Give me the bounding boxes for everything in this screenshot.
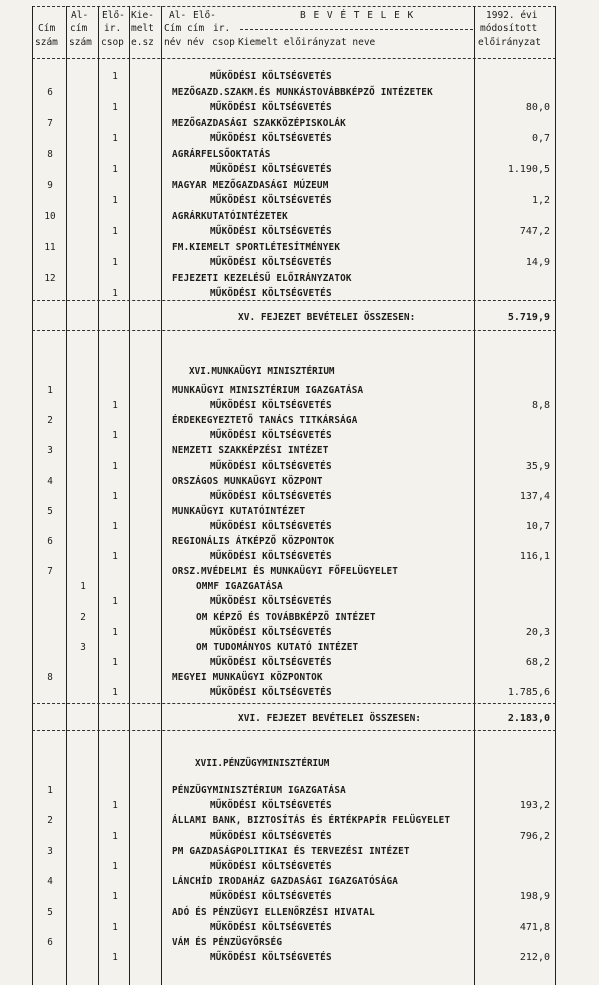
header-alcim-2: cím (70, 23, 88, 34)
cim-cell: 7 (47, 117, 53, 129)
table-row (0, 889, 599, 904)
item-name: MŰKÖDÉSI KÖLTSÉGVETÉS (210, 133, 332, 144)
cim-cell: 2 (47, 815, 53, 827)
item-name: MŰKÖDÉSI KÖLTSÉGVETÉS (210, 400, 332, 412)
table-row (0, 670, 599, 685)
header-ir-1: ir. (213, 23, 231, 34)
item-name: MUNKAÜGYI MINISZTÉRIUM IGAZGATÁSA (172, 385, 364, 396)
item-name: MŰKÖDÉSI KÖLTSÉGVETÉS (210, 460, 332, 472)
header-elocimnev-1: Elő- (193, 10, 216, 21)
section-xvi-heading (0, 364, 599, 379)
eloir-cell: 1 (112, 520, 118, 532)
eloir-cell: 1 (112, 102, 118, 113)
cim-cell: 3 (47, 845, 53, 857)
item-name: PÉNZÜGYMINISZTÉRIUM IGAZGATÁSA (172, 785, 346, 796)
table-row (0, 685, 599, 700)
table-row (0, 474, 599, 489)
table-row (0, 564, 599, 579)
item-name: MŰKÖDÉSI KÖLTSÉGVETÉS (210, 490, 332, 502)
item-name: LÁNCHÍD IRODAHÁZ GAZDASÁGI IGAZGATÓSÁGA (172, 876, 399, 888)
alcim-cell: 2 (80, 611, 86, 623)
item-value: 1.785,6 (507, 687, 550, 698)
header-eloir-1: Elő- (102, 10, 125, 21)
cim-cell: 6 (47, 86, 53, 98)
table-row (0, 844, 599, 859)
item-name: MŰKÖDÉSI KÖLTSÉGVETÉS (210, 800, 332, 812)
eloir-cell: 1 (112, 656, 118, 668)
eloir-cell: 1 (112, 490, 118, 502)
item-value: 1,2 (531, 195, 550, 206)
header-ir-2: csop (212, 37, 235, 48)
table-row (0, 489, 599, 504)
table-row (0, 504, 599, 519)
total-xv-label: XV. FEJEZET BEVÉTELEI ÖSSZESEN: (238, 312, 416, 323)
header-kiemelt-2: melt (131, 23, 154, 34)
item-value: 116,1 (519, 551, 550, 563)
table-row (0, 459, 599, 474)
table-row (0, 935, 599, 950)
eloir-cell: 1 (112, 891, 118, 903)
table-row (0, 85, 599, 100)
table-row (0, 413, 599, 428)
item-value: 10,7 (525, 520, 550, 532)
table-row (0, 813, 599, 828)
item-name: MŰKÖDÉSI KÖLTSÉGVETÉS (210, 551, 332, 563)
table-row (0, 519, 599, 534)
cim-cell: 6 (47, 536, 53, 547)
item-name: ÉRDEKEGYEZTETŐ TANÁCS TITKÁRSÁGA (172, 415, 358, 427)
item-name: MEZŐGAZDASÁGI SZAKKÖZÉPISKOLÁK (172, 117, 346, 129)
item-name: PM GAZDASÁGPOLITIKAI ÉS TERVEZÉSI INTÉZET (172, 845, 410, 857)
header-alcimnev-1: Al- (169, 10, 187, 21)
table-row (0, 640, 599, 655)
cim-cell: 5 (47, 906, 53, 918)
total-xv-row (0, 310, 599, 325)
item-name: ÁLLAMI BANK, BIZTOSÍTÁS ÉS ÉRTÉKPAPÍR FELÜGYELET (172, 815, 451, 827)
eloir-cell: 1 (112, 830, 118, 842)
item-name: OMMF IGAZGATÁSA (196, 581, 283, 593)
table-row (0, 783, 599, 798)
cim-cell: 1 (47, 385, 53, 396)
item-name: MŰKÖDÉSI KÖLTSÉGVETÉS (210, 891, 332, 903)
item-name: MŰKÖDÉSI KÖLTSÉGVETÉS (210, 226, 332, 237)
item-name: MEGYEI MUNKAÜGYI KÖZPONTOK (172, 671, 323, 683)
item-name: MŰKÖDÉSI KÖLTSÉGVETÉS (210, 102, 332, 113)
table-row (0, 255, 599, 270)
item-name: MŰKÖDÉSI KÖLTSÉGVETÉS (210, 195, 332, 206)
item-name: MŰKÖDÉSI KÖLTSÉGVETÉS (210, 257, 332, 268)
header-eloir-3: csop (101, 37, 124, 48)
total-xvi-label: XVI. FEJEZET BEVÉTELEI ÖSSZESEN: (238, 713, 422, 724)
table-row (0, 859, 599, 874)
table-row (0, 905, 599, 920)
table-row (0, 534, 599, 549)
item-value: 1.190,5 (507, 164, 550, 175)
cim-cell: 10 (44, 210, 56, 222)
eloir-cell: 1 (112, 800, 118, 812)
eloir-cell: 1 (112, 71, 118, 82)
eloir-cell: 1 (112, 430, 118, 442)
table-row (0, 950, 599, 965)
eloir-cell: 1 (112, 164, 118, 175)
item-name: ADÓ ÉS PÉNZÜGYI ELLENŐRZÉSI HIVATAL (172, 906, 375, 918)
header-alcimnev-2: Cím (164, 23, 182, 34)
item-name: NEMZETI SZAKKÉPZÉSI INTÉZET (172, 445, 329, 457)
item-value: 20,3 (525, 626, 550, 638)
item-value: 471,8 (519, 921, 550, 933)
item-name: MŰKÖDÉSI KÖLTSÉGVETÉS (210, 952, 332, 964)
table-row (0, 224, 599, 239)
item-name: MŰKÖDÉSI KÖLTSÉGVETÉS (210, 596, 332, 608)
table-row (0, 428, 599, 443)
item-name: MAGYAR MEZŐGAZDASÁGI MÚZEUM (172, 179, 329, 191)
item-value: 747,2 (519, 226, 550, 237)
total-xvi-bottom-rule (32, 730, 556, 731)
eloir-cell: 1 (112, 288, 118, 299)
eloir-cell: 1 (112, 226, 118, 237)
item-name: MŰKÖDÉSI KÖLTSÉGVETÉS (210, 520, 332, 532)
cim-cell: 5 (47, 505, 53, 517)
header-alcim-1: Al- (71, 10, 89, 21)
cim-cell: 12 (44, 272, 56, 284)
item-name: MŰKÖDÉSI KÖLTSÉGVETÉS (210, 164, 332, 175)
total-xv-value: 5.719,9 (507, 312, 550, 323)
item-value: 0,7 (531, 133, 550, 144)
item-name: MŰKÖDÉSI KÖLTSÉGVETÉS (210, 626, 332, 638)
table-row (0, 240, 599, 255)
eloir-cell: 1 (112, 921, 118, 933)
total-xvi-row (0, 711, 599, 726)
cim-cell: 2 (47, 415, 53, 427)
header-subtitle: Kiemelt előirányzat neve (238, 37, 376, 48)
item-name: MŰKÖDÉSI KÖLTSÉGVETÉS (210, 430, 332, 442)
table-row (0, 874, 599, 889)
header-alcimnev-3: név (164, 37, 182, 48)
item-value: 137,4 (519, 490, 550, 502)
item-name: OM KÉPZŐ ÉS TOVÁBBKÉPZŐ INTÉZET (196, 611, 376, 623)
table-row (0, 383, 599, 398)
cim-cell: 11 (44, 241, 56, 253)
item-name: MŰKÖDÉSI KÖLTSÉGVETÉS (210, 921, 332, 933)
eloir-cell: 1 (112, 400, 118, 412)
alcim-cell: 1 (80, 581, 86, 593)
item-name: MEZŐGAZD.SZAKM.ÉS MUNKÁSTOVÁBBKÉPZŐ INTÉZETEK (172, 86, 433, 98)
table-row (0, 443, 599, 458)
header-value-3: előirányzat (478, 37, 541, 48)
alcim-cell: 3 (80, 641, 86, 653)
total-xv-top-rule (32, 300, 556, 301)
table-row (0, 131, 599, 146)
item-value: 198,9 (519, 891, 550, 903)
header-value-2: módosított (480, 23, 538, 34)
eloir-cell: 1 (112, 596, 118, 608)
eloir-cell: 1 (112, 257, 118, 268)
eloir-cell: 1 (112, 551, 118, 563)
eloir-cell: 1 (112, 861, 118, 872)
item-name: VÁM ÉS PÉNZÜGYŐRSÉG (172, 937, 283, 948)
header-cim: Cím (38, 23, 56, 34)
header-kiemelt-3: e.sz (131, 37, 154, 48)
item-name: FM.KIEMELT SPORTLÉTESÍTMÉNYEK (172, 241, 341, 253)
item-name: AGRÁRFELSŐOKTATÁS (172, 148, 271, 160)
eloir-cell: 1 (112, 133, 118, 144)
header-elocimnev-3: név (187, 37, 205, 48)
item-value: 80,0 (525, 102, 550, 113)
section-xvii-heading (0, 756, 599, 771)
item-value: 212,0 (519, 952, 550, 964)
table-row (0, 610, 599, 625)
table-row (0, 69, 599, 84)
top-dashed-rule (32, 6, 556, 7)
item-value: 68,2 (525, 656, 550, 668)
table-row (0, 829, 599, 844)
item-name: ORSZÁGOS MUNKAÜGYI KÖZPONT (172, 475, 323, 487)
cim-cell: 6 (47, 937, 53, 948)
table-row (0, 209, 599, 224)
item-value: 796,2 (519, 830, 550, 842)
item-name: REGIONÁLIS ÁTKÉPZŐ KÖZPONTOK (172, 536, 335, 547)
cim-cell: 4 (47, 475, 53, 487)
item-name: MŰKÖDÉSI KÖLTSÉGVETÉS (210, 288, 332, 299)
item-name: AGRÁRKUTATÓINTÉZETEK (172, 210, 288, 222)
table-row (0, 920, 599, 935)
cim-cell: 3 (47, 445, 53, 457)
item-name: FEJEZETI KEZELÉSŰ ELŐIRÁNYZATOK (172, 272, 352, 284)
table-row (0, 147, 599, 162)
item-name: MUNKAÜGYI KUTATÓINTÉZET (172, 505, 306, 517)
header-kiemelt-1: Kie- (131, 10, 154, 21)
table-row (0, 116, 599, 131)
table-row (0, 193, 599, 208)
item-value: 35,9 (525, 460, 550, 472)
table-row (0, 178, 599, 193)
table-row (0, 100, 599, 115)
cim-cell: 4 (47, 876, 53, 888)
table-row (0, 271, 599, 286)
item-name: MŰKÖDÉSI KÖLTSÉGVETÉS (210, 687, 332, 698)
total-xvi-value: 2.183,0 (507, 713, 550, 724)
item-value: 14,9 (525, 257, 550, 268)
section-xvii-title: XVII.PÉNZÜGYMINISZTÉRIUM (195, 758, 330, 769)
header-alcim-3: szám (69, 37, 92, 48)
item-value: 193,2 (519, 800, 550, 812)
table-row (0, 398, 599, 413)
header-inner-rule (240, 29, 473, 30)
table-row (0, 286, 599, 301)
table-row (0, 594, 599, 609)
header-cim-szam: szám (35, 37, 58, 48)
cim-cell: 1 (47, 785, 53, 796)
table-row (0, 655, 599, 670)
item-name: ORSZ.MVÉDELMI ÉS MUNKAÜGYI FŐFELÜGYELET (172, 566, 399, 578)
item-name: MŰKÖDÉSI KÖLTSÉGVETÉS (210, 830, 332, 842)
eloir-cell: 1 (112, 952, 118, 964)
table-row (0, 798, 599, 813)
header-value-1: 1992. évi (486, 10, 538, 21)
cim-cell: 9 (47, 179, 53, 191)
eloir-cell: 1 (112, 626, 118, 638)
table-row (0, 549, 599, 564)
table-row (0, 579, 599, 594)
table-row (0, 625, 599, 640)
item-name: MŰKÖDÉSI KÖLTSÉGVETÉS (210, 71, 332, 82)
header-eloir-2: ir. (104, 23, 122, 34)
eloir-cell: 1 (112, 460, 118, 472)
item-name: MŰKÖDÉSI KÖLTSÉGVETÉS (210, 861, 332, 872)
table-header (0, 8, 599, 65)
eloir-cell: 1 (112, 195, 118, 206)
item-value: 8,8 (531, 400, 550, 412)
item-name: MŰKÖDÉSI KÖLTSÉGVETÉS (210, 656, 332, 668)
total-xv-bottom-rule (32, 330, 556, 331)
item-name: OM TUDOMÁNYOS KUTATÓ INTÉZET (196, 641, 359, 653)
cim-cell: 7 (47, 566, 53, 578)
cim-cell: 8 (47, 148, 53, 160)
table-row (0, 162, 599, 177)
header-title: B E V É T E L E K (300, 10, 415, 21)
header-elocimnev-2: cím (187, 23, 205, 34)
cim-cell: 8 (47, 671, 53, 683)
eloir-cell: 1 (112, 687, 118, 698)
total-xvi-top-rule (32, 703, 556, 704)
header-bottom-rule (32, 58, 556, 59)
section-xvi-title: XVI.MUNKAÜGYI MINISZTÉRIUM (189, 366, 335, 377)
